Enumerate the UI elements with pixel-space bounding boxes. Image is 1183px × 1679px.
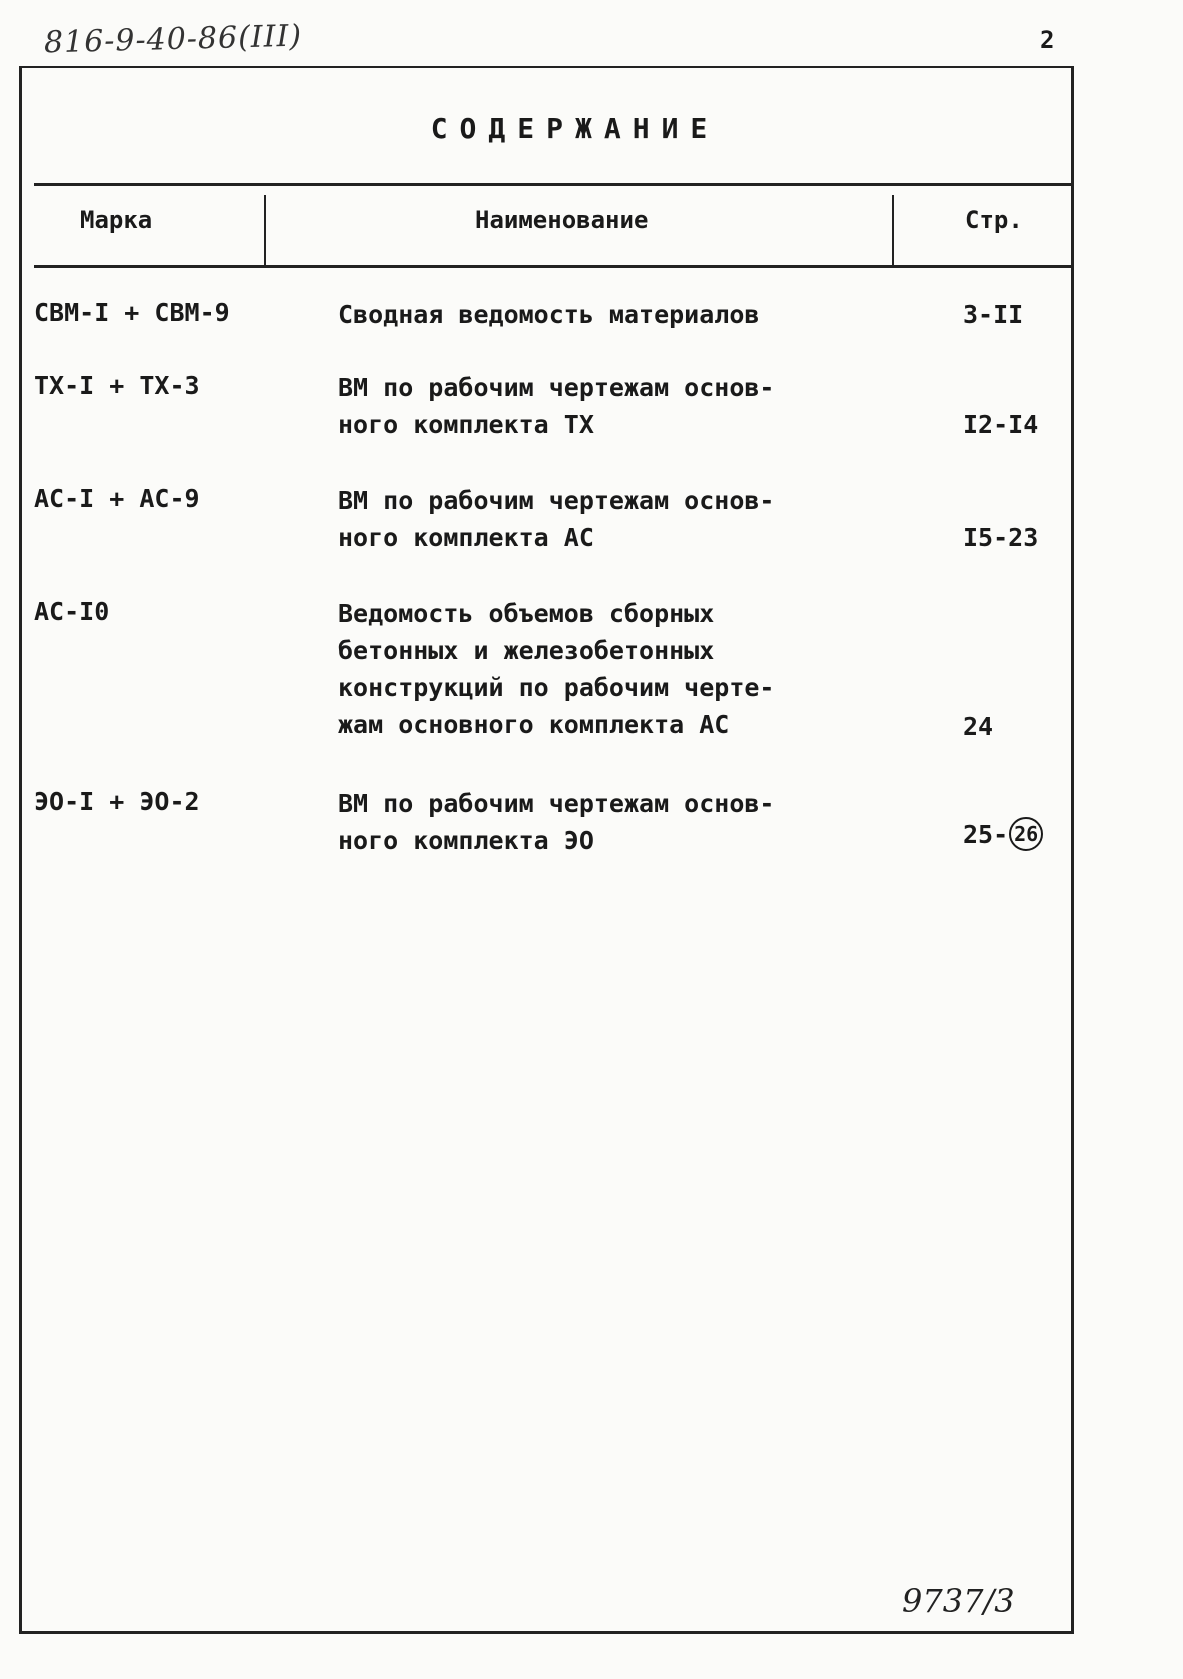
row-name: Ведомость объемов сборных бетонных и железобетонных конструкций по рабочим черте- жам основного комплекта АС xyxy=(338,599,775,739)
row-page: 24 xyxy=(963,712,994,741)
column-divider-page xyxy=(892,195,894,265)
row-mark: ТХ-I + ТХ-3 xyxy=(34,371,200,400)
circled-page-number: 26 xyxy=(1009,817,1043,851)
page-number: 2 xyxy=(1040,26,1055,54)
handwritten-inventory-number: 9737/3 xyxy=(902,1582,1015,1620)
row-mark: АС-I + АС-9 xyxy=(34,484,200,513)
table-header-bottom-rule xyxy=(34,265,1074,268)
header-page: Стр. xyxy=(965,206,1023,234)
table-header-top-rule xyxy=(34,183,1074,186)
row-mark: СВМ-I + СВМ-9 xyxy=(34,298,230,327)
row-name: Сводная ведомость материалов xyxy=(338,300,760,329)
row-page-prefix: 25- xyxy=(963,820,1009,849)
row-name: ВМ по рабочим чертежам основ- ного комплекта ТХ xyxy=(338,373,775,439)
header-name: Наименование xyxy=(475,206,649,234)
row-page xyxy=(963,816,1043,853)
row-mark: АС-I0 xyxy=(34,597,110,626)
column-divider-mark xyxy=(264,195,266,265)
row-mark: ЭО-I + ЭО-2 xyxy=(34,787,200,816)
row-page: I5-23 xyxy=(963,523,1039,552)
row-name: ВМ по рабочим чертежам основ- ного комплекта ЭО xyxy=(338,789,775,855)
page-title: СОДЕРЖАНИЕ xyxy=(430,112,720,145)
header-mark: Марка xyxy=(80,206,153,234)
row-page: 3-II xyxy=(963,300,1024,329)
row-name: ВМ по рабочим чертежам основ- ного комплекта АС xyxy=(338,486,775,552)
handwritten-document-code: 816-9-40-86(III) xyxy=(43,18,303,61)
row-page: I2-I4 xyxy=(963,410,1039,439)
